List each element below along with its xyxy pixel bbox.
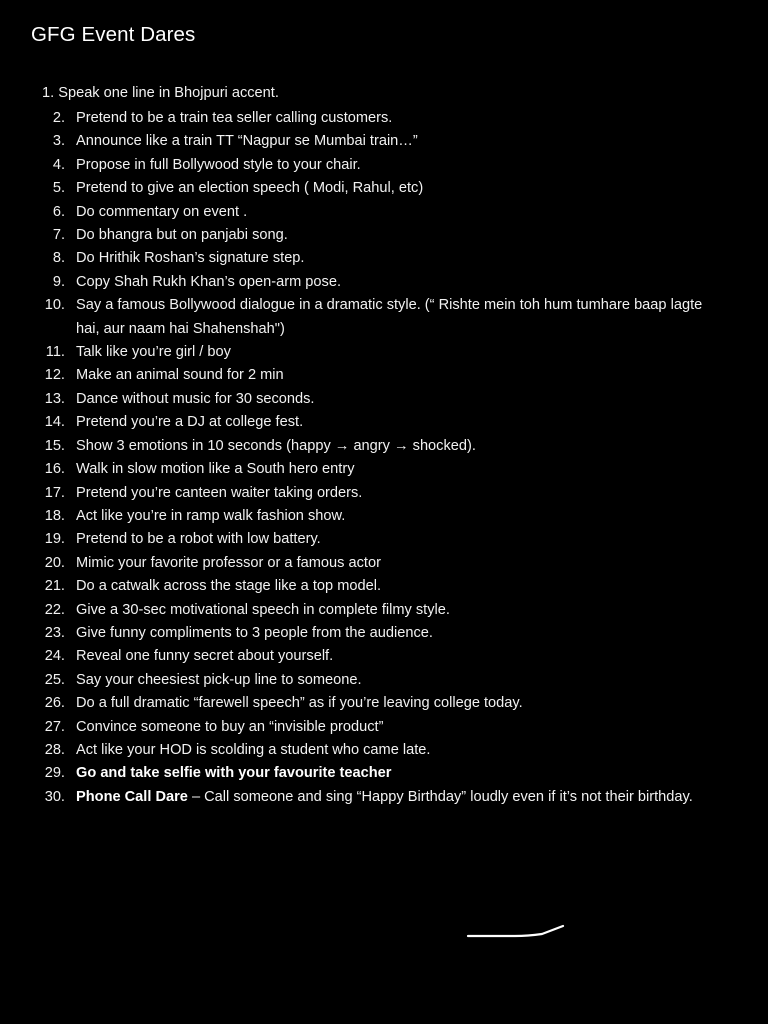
dare-number: 26.	[44, 695, 65, 712]
dare-text-container	[76, 107, 716, 130]
dare-item-3	[0, 130, 768, 153]
dare-item-25	[0, 669, 768, 692]
dare-text: Do a catwalk across the stage like a top model.	[76, 578, 382, 595]
dare-item-6	[0, 201, 768, 224]
dare-item-5	[0, 177, 768, 200]
dare-text-container	[76, 271, 716, 294]
dare-item-30	[0, 786, 768, 809]
dare-text: Show 3 emotions in 10 seconds (happy → angry → shocked).	[76, 437, 476, 454]
dare-number: 17.	[44, 484, 65, 501]
dare-item-19	[0, 528, 768, 551]
dare-text: Pretend to be a robot with low battery.	[76, 531, 321, 548]
dare-text: Do commentary on event .	[76, 203, 248, 220]
dare-item-4	[0, 154, 768, 177]
dare-number: 25.	[44, 671, 65, 688]
dare-text: Walk in slow motion like a South hero entry	[76, 461, 355, 478]
dare-text: Say your cheesiest pick-up line to someone.	[76, 671, 362, 688]
dare-text: Convince someone to buy an “invisible product”	[76, 718, 384, 735]
dare-number: 27.	[44, 718, 65, 735]
dare-text-container	[76, 411, 716, 434]
dare-text: Do a full dramatic “farewell speech” as if you’re leaving college today.	[76, 695, 523, 712]
dare-list	[0, 107, 768, 809]
note-title: GFG Event Dares	[31, 23, 196, 46]
dare-text-container	[76, 528, 716, 551]
dare-text-container	[76, 622, 716, 645]
dare-item-21	[0, 575, 768, 598]
dare-text-container	[76, 247, 716, 270]
dare-number: 8.	[52, 250, 65, 267]
dare-item-9	[0, 271, 768, 294]
dare-number: 11.	[45, 344, 65, 361]
dare-text-container	[76, 669, 716, 692]
dare-text: Announce like a train TT “Nagpur se Mumbai train…”	[76, 133, 418, 150]
dare-number: 29.	[44, 765, 65, 782]
dare-text-container	[76, 645, 716, 668]
dare-number: 4.	[52, 156, 65, 173]
dare-number: 6.	[52, 203, 65, 220]
dare-number: 7.	[52, 227, 65, 244]
dare-text: Give funny compliments to 3 people from the audience.	[76, 624, 433, 641]
dare-text-container	[76, 739, 716, 762]
dare-text: Pretend to give an election speech ( Modi, Rahul, etc)	[76, 180, 424, 197]
dare-number: 20.	[44, 554, 65, 571]
dare-text-container	[76, 692, 716, 715]
dare-text: Pretend you’re a DJ at college fest.	[76, 414, 304, 431]
dare-item-8	[0, 247, 768, 270]
dare-item-14	[0, 411, 768, 434]
dare-text-container	[76, 458, 716, 481]
dare-number: 19.	[44, 531, 65, 548]
dare-text: Copy Shah Rukh Khan’s open-arm pose.	[76, 273, 342, 290]
dare-number: 12.	[44, 367, 65, 384]
dare-item-17	[0, 482, 768, 505]
dare-number: 23.	[44, 624, 65, 641]
dare-number: 16.	[44, 461, 65, 478]
dare-item-24	[0, 645, 768, 668]
dare-item-13	[0, 388, 768, 411]
dare-number: 15.	[44, 437, 65, 454]
dare-text: – Call someone and sing “Happy Birthday” loudly even if it’s not their birthday.	[187, 788, 693, 805]
dare-text: Reveal one funny secret about yourself.	[76, 648, 334, 665]
dare-number: 13.	[44, 390, 65, 407]
dare-text: Dance without music for 30 seconds.	[76, 390, 315, 407]
dare-item-18	[0, 505, 768, 528]
dare-item-20	[0, 552, 768, 575]
dare-item-2	[0, 107, 768, 130]
dare-text-container	[76, 505, 716, 528]
dare-text-container	[76, 388, 716, 411]
dare-item-29	[0, 762, 768, 785]
dare-item-7	[0, 224, 768, 247]
dare-text-container	[76, 762, 716, 785]
dare-item-12	[0, 364, 768, 387]
dare-number: 21.	[44, 578, 65, 595]
dare-text-container	[76, 341, 716, 364]
dare-text: Say a famous Bollywood dialogue in a dramatic style. (“ Rishte mein toh hum tumhare baap lagte hai, aur naam hai Shahenshah")	[76, 297, 703, 337]
dare-text-container	[76, 435, 716, 458]
dare-text-container	[76, 575, 716, 598]
dare-item-1: 1. Speak one line in Bhojpuri accent.	[42, 85, 279, 101]
dare-item-26	[0, 692, 768, 715]
dare-text-container	[76, 599, 716, 622]
dare-number: 28.	[44, 741, 65, 758]
pen-stroke-drawing	[460, 918, 570, 944]
dare-text-container	[76, 716, 716, 739]
dare-text-container	[76, 482, 716, 505]
dare-number: 30.	[44, 788, 65, 805]
dare-bold-text: Go and take selfie with your favourite teacher	[76, 765, 392, 782]
dare-number: 2.	[52, 110, 65, 126]
dare-item-22	[0, 599, 768, 622]
dare-item-15	[0, 435, 768, 458]
dare-number: 18.	[44, 507, 65, 524]
dare-item-10	[0, 294, 768, 341]
dare-number: 9.	[52, 273, 65, 290]
dare-text-container	[76, 177, 716, 200]
dare-number: 22.	[44, 601, 65, 618]
dare-text: Pretend to be a train tea seller calling customers.	[76, 110, 393, 126]
dare-item-23	[0, 622, 768, 645]
dare-item-11	[0, 341, 768, 364]
dare-text-container	[76, 294, 716, 341]
dare-number: 14.	[44, 414, 65, 431]
dare-text: Mimic your favorite professor or a famous actor	[76, 554, 381, 571]
dare-item-27	[0, 716, 768, 739]
dare-text: Do Hrithik Roshan’s signature step.	[76, 250, 305, 267]
dare-number: 3.	[52, 133, 65, 150]
dare-text-container	[76, 224, 716, 247]
dare-text: Talk like you’re girl / boy	[76, 344, 231, 361]
dare-item-28	[0, 739, 768, 762]
dare-text-container	[76, 130, 716, 153]
dare-text: Act like you’re in ramp walk fashion show.	[76, 507, 346, 524]
dare-text-container	[76, 364, 716, 387]
dare-text-container	[76, 552, 716, 575]
dare-text-container	[76, 201, 716, 224]
dare-number: 5.	[52, 180, 65, 197]
dare-text: Make an animal sound for 2 min	[76, 367, 284, 384]
dare-number: 10.	[44, 297, 65, 314]
dare-text: Act like your HOD is scolding a student who came late.	[76, 741, 431, 758]
dare-text: Propose in full Bollywood style to your chair.	[76, 156, 361, 173]
dare-number: 24.	[44, 648, 65, 665]
dare-bold-text: Phone Call Dare	[76, 788, 188, 805]
dare-text: Pretend you’re canteen waiter taking orders.	[76, 484, 363, 501]
dare-text-container	[76, 786, 716, 809]
dare-item-16	[0, 458, 768, 481]
dare-text-container	[76, 154, 716, 177]
dare-text: Do bhangra but on panjabi song.	[76, 227, 288, 244]
dare-text: Give a 30-sec motivational speech in complete filmy style.	[76, 601, 450, 618]
